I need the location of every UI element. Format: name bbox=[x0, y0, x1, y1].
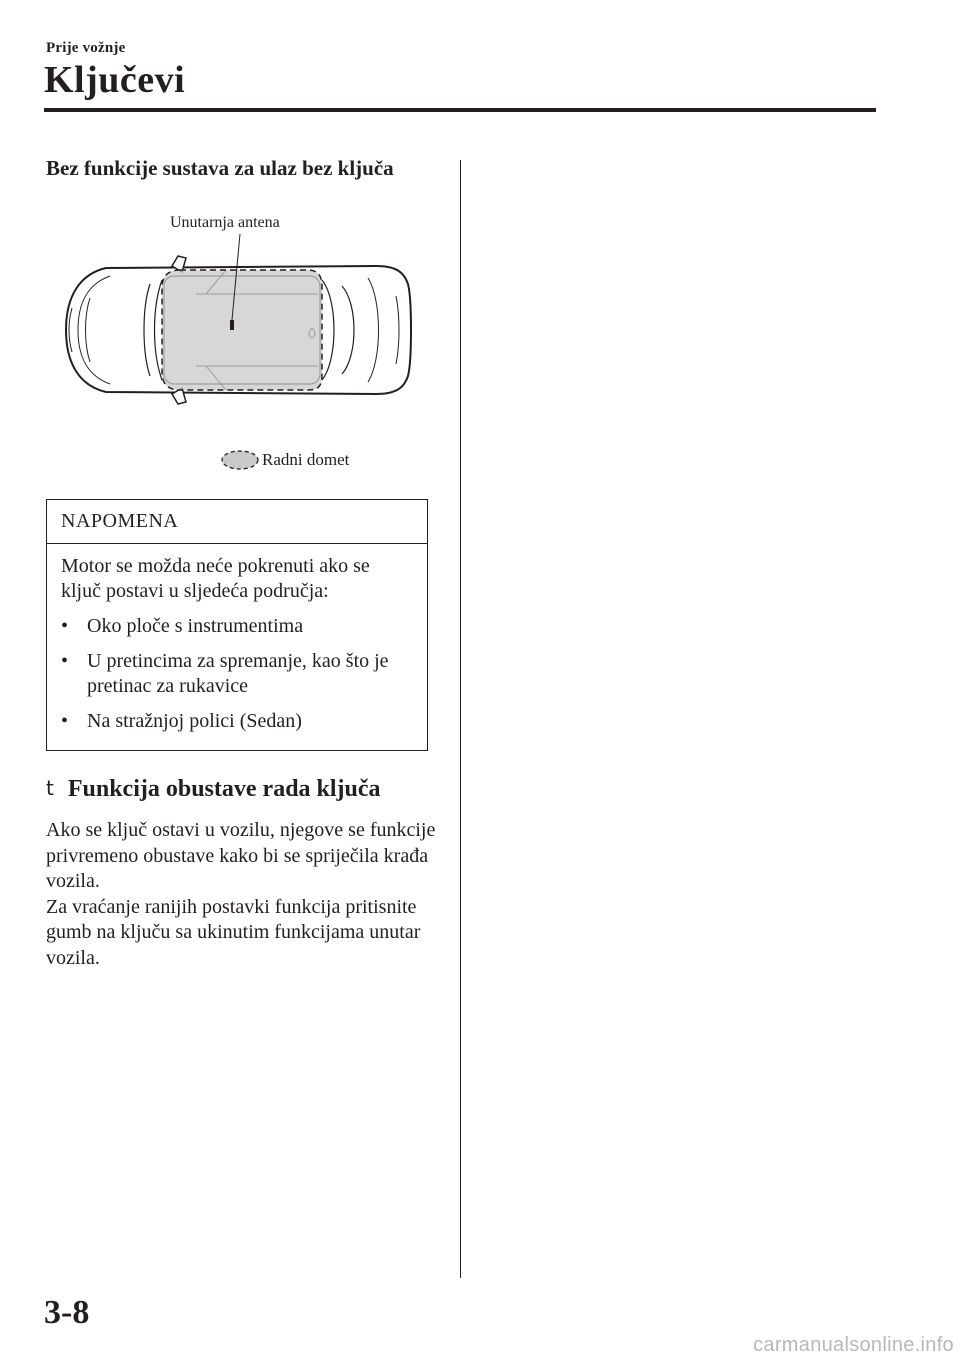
page-number: 3-8 bbox=[44, 1294, 90, 1331]
note-intro: Motor se možda neće pokrenuti ako se ključ postavi u sljedeća područja: bbox=[61, 555, 370, 602]
note-list bbox=[61, 614, 413, 734]
note-item-text: Na stražnjoj polici (Sedan) bbox=[87, 710, 302, 732]
section-label: Prije vožnje bbox=[46, 40, 126, 56]
feature-heading-text: Funkcija obustave rada ključa bbox=[67, 776, 381, 802]
note-body bbox=[47, 544, 427, 734]
feature-paragraph: Za vraćanje ranijih postavki funkcija pritisnite gumb na ključu sa ukinutim funkcijama unutar vozila. bbox=[46, 895, 421, 969]
antenna-label: Unutarnja antena bbox=[170, 214, 280, 231]
column-divider bbox=[460, 160, 461, 1278]
feature-marker-icon: t bbox=[46, 776, 54, 800]
dashed-range-swatch-icon bbox=[220, 448, 260, 472]
antenna-figure bbox=[46, 200, 430, 490]
header-rule bbox=[44, 108, 876, 112]
watermark: carmanualsonline.info bbox=[753, 1334, 954, 1356]
range-label: Radni domet bbox=[262, 450, 350, 469]
chapter-title: Ključevi bbox=[44, 59, 186, 101]
note-title: NAPOMENA bbox=[47, 500, 427, 544]
note-list-item bbox=[61, 709, 413, 734]
subheading: Bez funkcije sustava za ulaz bez ključa bbox=[46, 156, 394, 180]
note-list-item bbox=[61, 649, 413, 699]
feature-body bbox=[46, 818, 446, 971]
feature-paragraph: Ako se ključ ostavi u vozilu, njegove se funkcije privremeno obustave kako bi se spriječila krađa vozila. bbox=[46, 819, 436, 892]
note-item-text: Oko ploče s instrumentima bbox=[87, 615, 304, 637]
bullet-icon: • bbox=[61, 650, 69, 672]
note-list-item bbox=[61, 614, 413, 639]
feature-heading bbox=[46, 776, 381, 803]
bullet-icon: • bbox=[61, 710, 69, 732]
note-box bbox=[46, 499, 428, 751]
bullet-icon: • bbox=[61, 615, 69, 637]
car-top-view-icon bbox=[46, 200, 430, 490]
note-item-text: U pretincima za spremanje, kao što je pretinac za rukavice bbox=[87, 650, 389, 697]
antenna-marker-icon bbox=[230, 320, 234, 330]
